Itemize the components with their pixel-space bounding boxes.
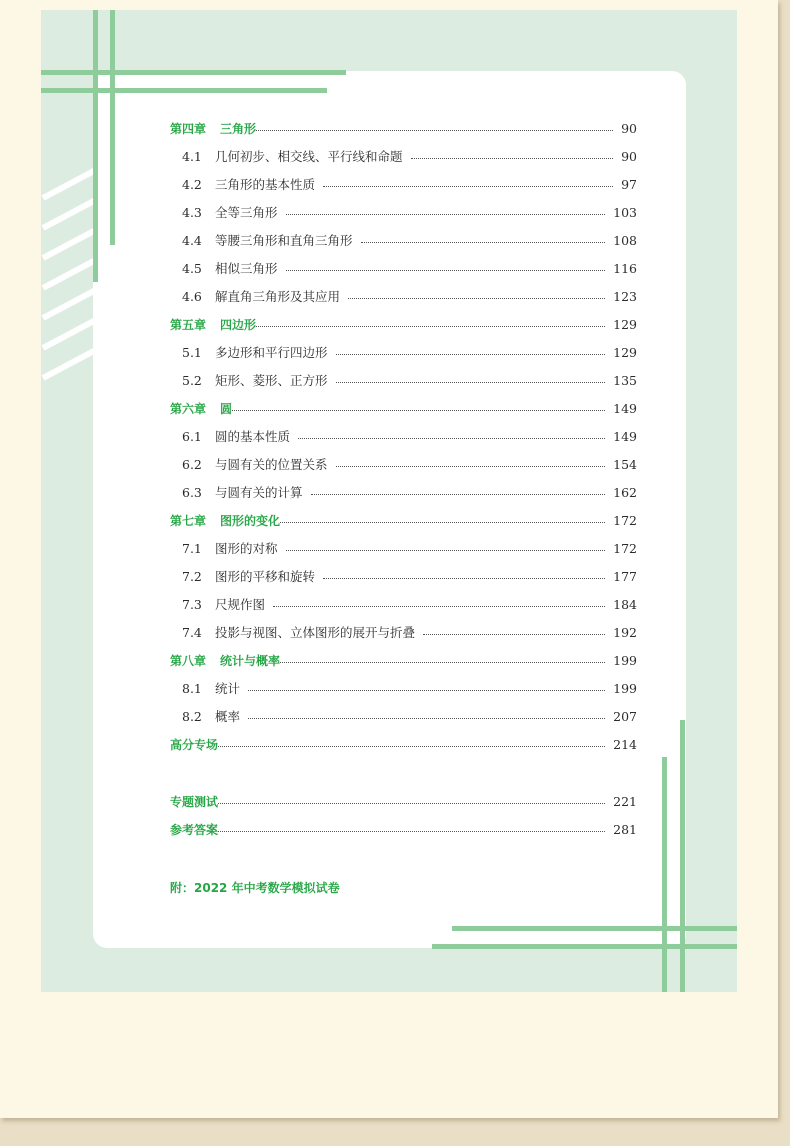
toc-number: 4.4 bbox=[182, 232, 202, 248]
toc-number: 第八章 bbox=[170, 653, 207, 668]
toc-page-number: 135 bbox=[613, 372, 637, 388]
toc-leader-dots bbox=[411, 158, 614, 159]
toc-section-row[interactable] bbox=[170, 343, 637, 361]
toc-title: 多边形和平行四边形 bbox=[215, 345, 328, 360]
toc-page-number: 103 bbox=[613, 204, 637, 220]
toc-leader-dots bbox=[286, 270, 606, 271]
toc-section-row[interactable] bbox=[170, 623, 637, 641]
toc-title: 相似三角形 bbox=[215, 261, 278, 276]
toc-title: 图形的对称 bbox=[215, 541, 278, 556]
toc-title: 统计 bbox=[215, 681, 241, 696]
toc-chapter-row[interactable] bbox=[170, 820, 637, 838]
toc-leader-dots bbox=[248, 690, 605, 691]
toc-chapter-row[interactable] bbox=[170, 315, 637, 333]
toc-section-row[interactable] bbox=[170, 231, 637, 249]
toc-title: 三角形 bbox=[220, 121, 257, 136]
toc-leader-dots bbox=[232, 410, 605, 411]
toc-section-row[interactable] bbox=[170, 371, 637, 389]
toc-number: 7.1 bbox=[182, 540, 202, 556]
toc-page-number: 149 bbox=[613, 400, 637, 416]
toc-page-number: 123 bbox=[613, 288, 637, 304]
toc-page-number: 162 bbox=[613, 484, 637, 500]
toc-leader-dots bbox=[218, 831, 605, 832]
toc-number: 7.3 bbox=[182, 596, 202, 612]
toc-page-number: 207 bbox=[613, 708, 637, 724]
toc-leader-dots bbox=[280, 522, 605, 523]
toc-number: 5.2 bbox=[182, 372, 202, 388]
toc-number: 第六章 bbox=[170, 401, 207, 416]
toc-section-row[interactable] bbox=[170, 427, 637, 445]
toc-page-number: 90 bbox=[621, 120, 637, 136]
toc-number: 5.1 bbox=[182, 344, 202, 360]
toc-section-row[interactable] bbox=[170, 147, 637, 165]
toc-leader-dots bbox=[323, 186, 613, 187]
toc-page-number: 129 bbox=[613, 344, 637, 360]
toc-leader-dots bbox=[311, 494, 606, 495]
toc-section-row[interactable] bbox=[170, 455, 637, 473]
toc-chapter-row[interactable] bbox=[170, 511, 637, 529]
toc-title: 尺规作图 bbox=[215, 597, 266, 612]
toc-leader-dots bbox=[336, 354, 606, 355]
toc-number: 4.5 bbox=[182, 260, 202, 276]
toc-section-row[interactable] bbox=[170, 707, 637, 725]
toc-leader-dots bbox=[286, 214, 606, 215]
toc-page-number: 199 bbox=[613, 680, 637, 696]
toc-title: 三角形的基本性质 bbox=[215, 177, 316, 192]
toc-leader-dots bbox=[256, 326, 605, 327]
toc-number: 4.2 bbox=[182, 176, 202, 192]
toc-title: 与圆有关的位置关系 bbox=[215, 457, 328, 472]
toc-section-row[interactable] bbox=[170, 539, 637, 557]
toc-page-number: 172 bbox=[613, 512, 637, 528]
toc-chapter-row[interactable] bbox=[170, 792, 637, 810]
toc-title: 解直角三角形及其应用 bbox=[215, 289, 341, 304]
toc-section-row[interactable] bbox=[170, 203, 637, 221]
toc-number: 6.2 bbox=[182, 456, 202, 472]
toc-page-number: 199 bbox=[613, 652, 637, 668]
toc-number: 8.1 bbox=[182, 680, 202, 696]
toc-page-number: 108 bbox=[613, 232, 637, 248]
toc-chapter-row[interactable] bbox=[170, 399, 637, 417]
toc-title: 图形的变化 bbox=[220, 513, 281, 528]
toc-number: 8.2 bbox=[182, 708, 202, 724]
toc-title: 圆的基本性质 bbox=[215, 429, 291, 444]
toc-leader-dots bbox=[218, 746, 605, 747]
toc-page-number: 129 bbox=[613, 316, 637, 332]
toc-number: 4.3 bbox=[182, 204, 202, 220]
toc-title: 几何初步、相交线、平行线和命题 bbox=[215, 149, 403, 164]
toc-page-number: 192 bbox=[613, 624, 637, 640]
toc-title: 参考答案 bbox=[170, 822, 219, 837]
toc-number: 第五章 bbox=[170, 317, 207, 332]
appendix-note: 附：2022 年中考数学模拟试卷 bbox=[170, 881, 340, 895]
toc-page-number: 154 bbox=[613, 456, 637, 472]
toc-section-row[interactable] bbox=[170, 595, 637, 613]
toc-title: 专题测试 bbox=[170, 794, 219, 809]
toc-title: 全等三角形 bbox=[215, 205, 278, 220]
toc-number: 第七章 bbox=[170, 513, 207, 528]
toc-leader-dots bbox=[280, 662, 605, 663]
toc-number: 7.4 bbox=[182, 624, 202, 640]
toc-leader-dots bbox=[336, 466, 606, 467]
toc-page-number: 116 bbox=[613, 260, 637, 276]
toc-title: 等腰三角形和直角三角形 bbox=[215, 233, 353, 248]
toc-leader-dots bbox=[273, 606, 605, 607]
toc-leader-dots bbox=[286, 550, 606, 551]
toc-page-number: 172 bbox=[613, 540, 637, 556]
toc-title: 与圆有关的计算 bbox=[215, 485, 303, 500]
toc-number: 7.2 bbox=[182, 568, 202, 584]
toc-title: 圆 bbox=[220, 401, 233, 416]
toc-leader-dots bbox=[423, 634, 605, 635]
toc-number: 4.1 bbox=[182, 148, 202, 164]
toc-page-number: 184 bbox=[613, 596, 637, 612]
toc-page-number: 214 bbox=[613, 736, 637, 752]
toc-chapter-row[interactable] bbox=[170, 119, 637, 137]
toc-number: 6.1 bbox=[182, 428, 202, 444]
toc-section-row[interactable] bbox=[170, 287, 637, 305]
toc-section-row[interactable] bbox=[170, 567, 637, 585]
toc-title: 投影与视图、立体图形的展开与折叠 bbox=[215, 625, 416, 640]
toc-number: 第四章 bbox=[170, 121, 207, 136]
toc-page-number: 90 bbox=[621, 148, 637, 164]
toc-section-row[interactable] bbox=[170, 175, 637, 193]
toc-section-row[interactable] bbox=[170, 259, 637, 277]
toc-title: 概率 bbox=[215, 709, 241, 724]
toc-title: 高分专场 bbox=[170, 737, 219, 752]
toc-leader-dots bbox=[348, 298, 605, 299]
toc-page-number: 281 bbox=[613, 821, 637, 837]
toc-page-number: 97 bbox=[621, 176, 637, 192]
toc-leader-dots bbox=[336, 382, 606, 383]
toc-leader-dots bbox=[218, 803, 605, 804]
toc-leader-dots bbox=[248, 718, 605, 719]
toc-section-row[interactable] bbox=[170, 483, 637, 501]
toc-leader-dots bbox=[361, 242, 606, 243]
toc-number: 6.3 bbox=[182, 484, 202, 500]
toc-chapter-row[interactable] bbox=[170, 735, 637, 753]
toc-title: 统计与概率 bbox=[220, 653, 281, 668]
toc-page-number: 221 bbox=[613, 793, 637, 809]
toc-leader-dots bbox=[298, 438, 605, 439]
toc-chapter-row[interactable] bbox=[170, 651, 637, 669]
toc-leader-dots bbox=[256, 130, 613, 131]
toc-title: 四边形 bbox=[220, 317, 257, 332]
toc-number: 4.6 bbox=[182, 288, 202, 304]
toc-title: 矩形、菱形、正方形 bbox=[215, 373, 328, 388]
toc-title: 图形的平移和旋转 bbox=[215, 569, 316, 584]
toc-page-number: 149 bbox=[613, 428, 637, 444]
toc-leader-dots bbox=[323, 578, 605, 579]
toc-section-row[interactable] bbox=[170, 679, 637, 697]
toc-page-number: 177 bbox=[613, 568, 637, 584]
